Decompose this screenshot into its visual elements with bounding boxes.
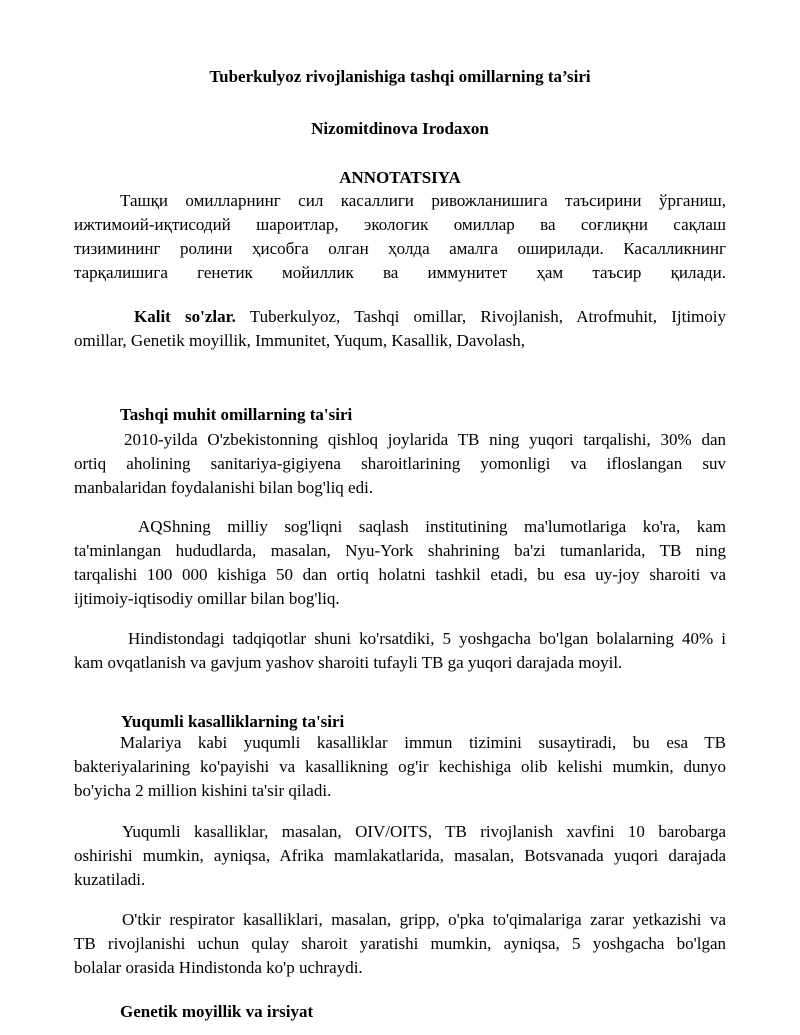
paragraph-line: bolalar orasida Hindistonda ko'p uchraydi. bbox=[74, 958, 363, 977]
paragraph-line: 2010-yilda O'zbekistonning qishloq joylarida TB ning yuqori tarqalishi, 30% dan bbox=[124, 430, 726, 449]
paragraph-line: manbalaridan foydalanishi bilan bog'liq edi. bbox=[74, 478, 374, 497]
annotation-line: тарқалишига генетик мойиллик ва иммунитет ҳам таъсир қилади. bbox=[74, 263, 726, 282]
paragraph-line: TB rivojlanishi uchun qulay sharoit yaratishi mumkin, ayniqsa, 5 yoshgacha bo'lgan bbox=[74, 934, 726, 953]
paragraph-line: Malariya kabi yuqumli kasalliklar immun tizimini susaytiradi, bu esa TB bbox=[120, 733, 726, 752]
keywords-label: Kalit so'zlar. bbox=[134, 307, 236, 326]
paragraph-line: AQShning milliy sog'liqni saqlash institutining ma'lumotlariga ko'ra, kam bbox=[138, 517, 726, 536]
section2-paragraph-3 bbox=[74, 911, 726, 983]
paragraph-line: bo'yicha 2 million kishini ta'sir qiladi. bbox=[74, 781, 332, 800]
paragraph-line: kuzatiladi. bbox=[74, 870, 146, 889]
section1-paragraph-2 bbox=[74, 518, 726, 614]
paper-title: Tuberkulyoz rivojlanishiga tashqi omillarning ta’siri bbox=[209, 67, 591, 86]
paragraph-line: ta'minlangan hududlarda, masalan, Nyu-York shahrining ba'zi tumanlarida, TB ning bbox=[74, 541, 726, 560]
section-heading: Genetik moyillik va irsiyat bbox=[120, 1002, 314, 1021]
annotation-line: ижтимоий-иқтисодий шароитлар, экологик омиллар ва соғлиқни сақлаш bbox=[74, 215, 726, 234]
section2-paragraph-2 bbox=[74, 823, 726, 895]
section1-paragraph-1 bbox=[74, 431, 726, 503]
paragraph-line: bakteriyalarining ko'payishi va kasallikning og'ir kechishiga olib kelishi mumkin, dunyo bbox=[74, 757, 726, 776]
keywords-line bbox=[74, 308, 726, 332]
paragraph-line: ortiq aholining sanitariya-gigiyena sharoitlarining yomonligi va ifloslangan suv bbox=[74, 454, 726, 473]
paragraph-line: Hindistondagi tadqiqotlar shuni ko'rsatdiki, 5 yoshgacha bo'lgan bolalarning 40% i bbox=[128, 629, 726, 648]
paragraph-line: oshirishi mumkin, ayniqsa, Afrika mamlakatlarida, masalan, Botsvanada yuqori darajada bbox=[74, 846, 726, 865]
paragraph-line: O'tkir respirator kasalliklari, masalan, gripp, o'pka to'qimalariga zarar yetkazishi va bbox=[122, 910, 726, 929]
annotation-paragraph bbox=[74, 192, 726, 288]
keywords-paragraph bbox=[74, 308, 726, 356]
annotation-line: Ташқи омилларнинг сил касаллиги ривожланишига таъсирини ўрганиш, bbox=[120, 191, 726, 210]
paragraph-line: ijtimoiy-iqtisodiy omillar bilan bog'liq. bbox=[74, 589, 340, 608]
paragraph-line: tarqalishi 100 000 kishiga 50 dan ortiq holatni tashkil etadi, bu esa uy-joy sharoiti va bbox=[74, 565, 726, 584]
author-name: Nizomitdinova Irodaxon bbox=[311, 119, 489, 138]
paragraph-line: Yuqumli kasalliklar, masalan, OIV/OITS, TB rivojlanish xavfini 10 barobarga bbox=[122, 822, 726, 841]
section-heading: Tashqi muhit omillarning ta'siri bbox=[120, 405, 353, 424]
annotation-heading: ANNOTATSIYA bbox=[339, 168, 461, 187]
section2-paragraph-1 bbox=[74, 734, 726, 806]
keywords-text: Tuberkulyoz, Tashqi omillar, Rivojlanish, Atrofmuhit, Ijtimoiy bbox=[249, 307, 726, 326]
keywords-line: omillar, Genetik moyillik, Immunitet, Yuqum, Kasallik, Davolash, bbox=[74, 331, 526, 350]
section1-paragraph-3 bbox=[74, 630, 726, 678]
annotation-line: тизимининг ролини ҳисобга олган ҳолда амалга оширилади. Касалликнинг bbox=[74, 239, 726, 258]
section-heading: Yuqumli kasalliklarning ta'siri bbox=[121, 712, 345, 731]
paragraph-line: kam ovqatlanish va gavjum yashov sharoiti tufayli TB ga yuqori darajada moyil. bbox=[74, 653, 623, 672]
